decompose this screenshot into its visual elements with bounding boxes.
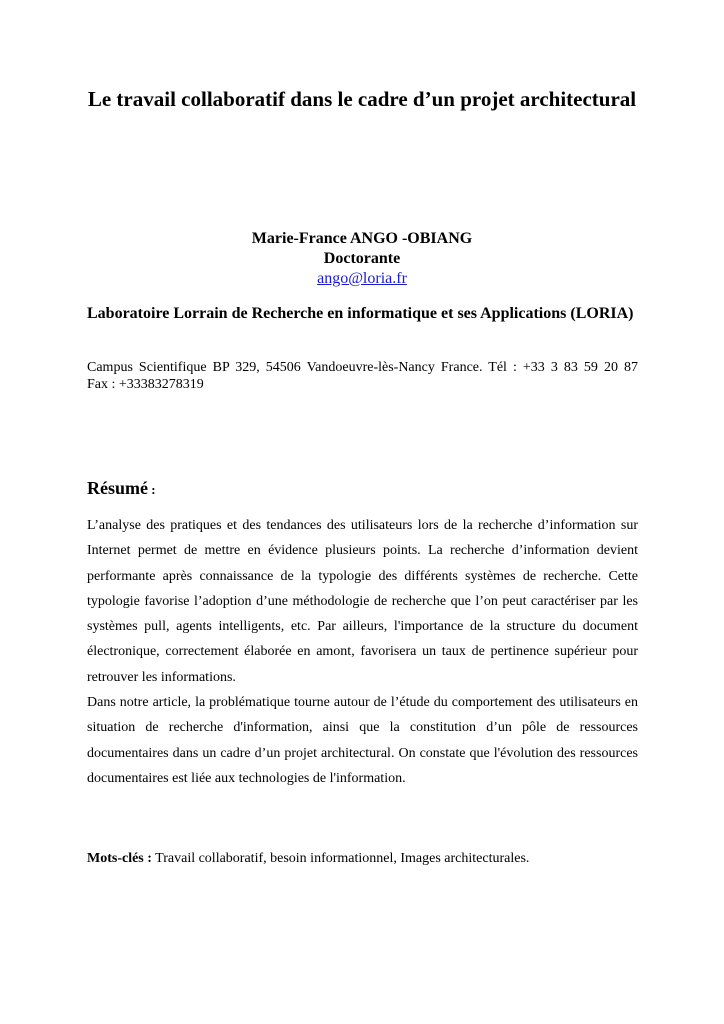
author-role: Doctorante: [323, 250, 401, 267]
abstract-paragraph: L’analyse des pratiques et des tendances des utilisateurs lors de la recherche d’information sur Internet permet de mettre en évidence plusieurs points. La recherche d’information devient performante après connaissance de la typologie des différents systèmes de recherche. Cette typologie favorise l’adoption d’une méthodologie de recherche que l’on peut caractériser par les systèmes pull, agents intelligents, etc. Par ailleurs, l'importance de la structure du document électronique, correctement élaborée en amont, favorisera un taux de pertinence supérieur pour retrouver les informations.: [87, 518, 638, 685]
keywords: [87, 850, 638, 867]
paper-title: Le travail collaboratif dans le cadre d’un projet architectural: [87, 87, 637, 111]
author-name: Marie-France ANGO -OBIANG: [251, 230, 473, 247]
author-email-link[interactable]: ango@loria.fr: [317, 270, 407, 287]
keywords-label: Mots-clés :: [87, 851, 152, 866]
lab-address: [87, 359, 638, 393]
abstract-heading-colon: :: [148, 482, 156, 497]
abstract-heading: [87, 477, 156, 501]
keywords-text: Travail collaboratif, besoin informationnel, Images architecturales.: [151, 851, 530, 866]
abstract-heading-label: Résumé: [87, 478, 148, 498]
address-line: Campus Scientifique BP 329, 54506 Vandoeuvre-lès-Nancy France. Tél : +33 3 83 59 20 87: [87, 360, 638, 375]
fax-line: Fax : +33383278319: [87, 377, 204, 392]
author-block: [80, 229, 644, 289]
abstract-body: [87, 513, 638, 791]
lab-affiliation: Laboratoire Lorrain de Recherche en informatique et ses Applications (LORIA): [87, 305, 634, 322]
abstract-paragraph: Dans notre article, la problématique tourne autour de l’étude du comportement des utilisateurs en situation de recherche d'information, ainsi que la constitution d’un pôle de ressources documentaires dans un cadre d’un projet architectural. On constate que l'évolution des ressources documentaires est liée aux technologies de l'information.: [87, 695, 638, 786]
